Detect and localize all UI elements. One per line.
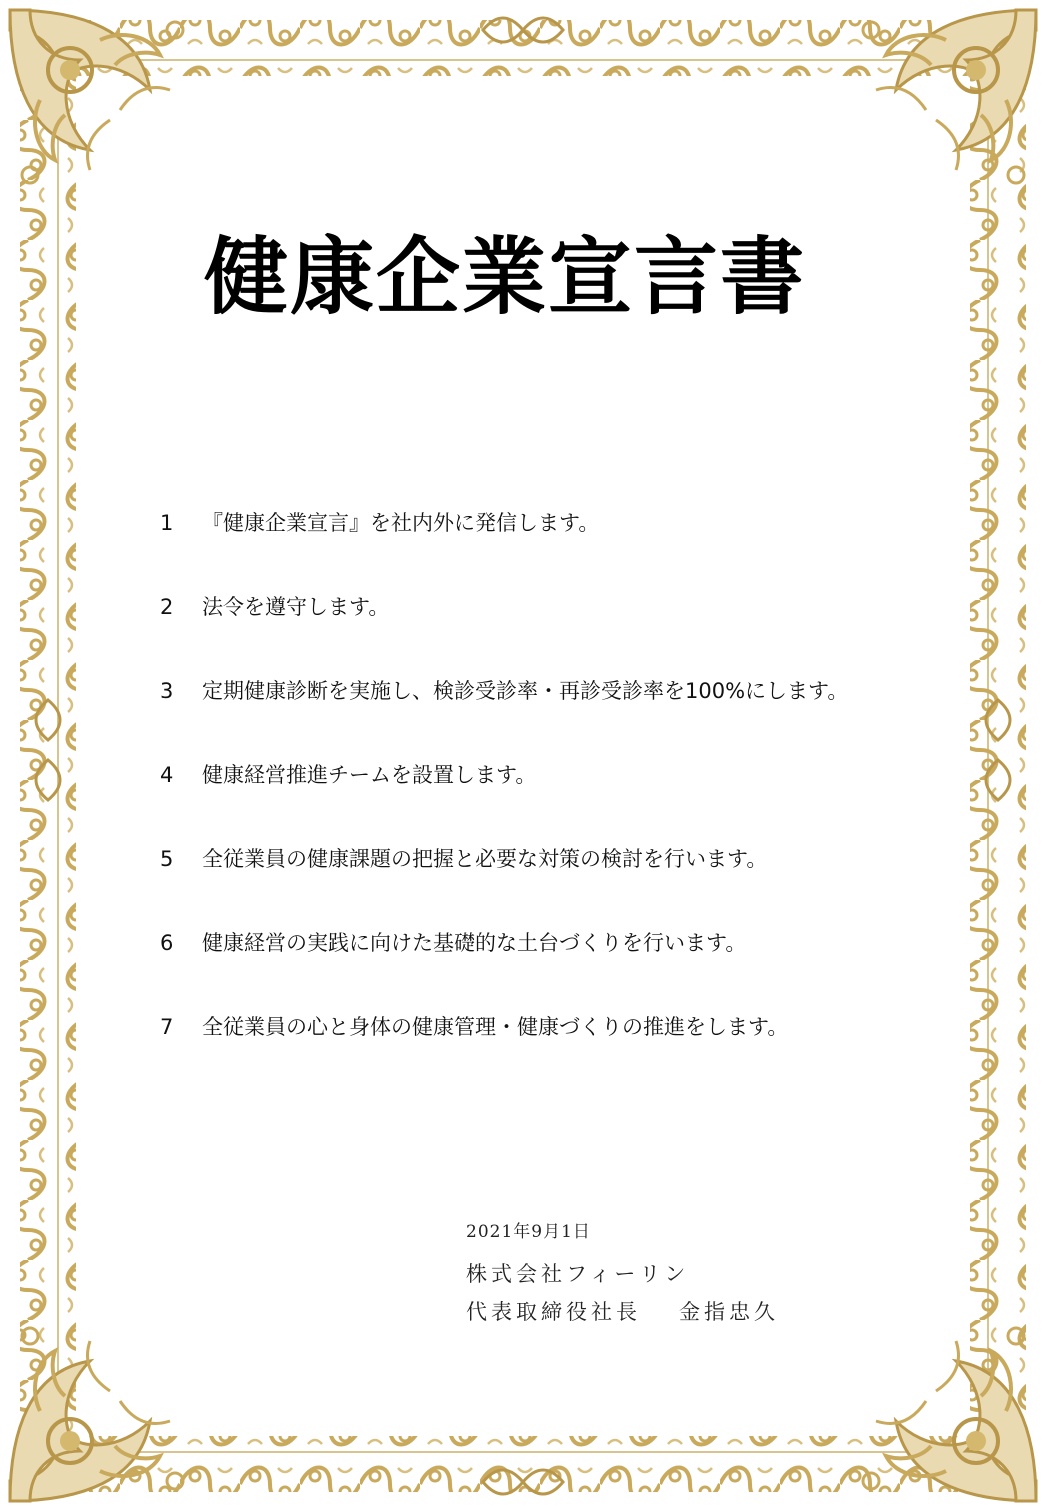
document-title: 健康企業宣言書	[203, 227, 806, 326]
item-number: 4	[160, 763, 174, 787]
item-text: 健康経営推進チームを設置します。	[202, 763, 537, 787]
item-text: 全従業員の心と身体の健康管理・健康づくりの推進をします。	[202, 1015, 789, 1039]
representative-position: 代表取締役社長	[466, 1300, 641, 1324]
declaration-list	[160, 503, 960, 1091]
item-number: 1	[160, 511, 174, 535]
declaration-item	[160, 923, 960, 1007]
declaration-item	[160, 839, 960, 923]
company-name: 株式会社フィーリン	[466, 1262, 690, 1286]
representative-line	[466, 1294, 779, 1330]
declaration-item	[160, 587, 960, 671]
declaration-item	[160, 755, 960, 839]
signature-date: 2021年9月1日	[466, 1222, 591, 1242]
item-number: 7	[160, 1015, 174, 1039]
item-text: 定期健康診断を実施し、検診受診率・再診受診率を100%にします。	[202, 679, 849, 703]
item-text: 『健康企業宣言』を社内外に発信します。	[202, 511, 600, 535]
item-number: 3	[160, 679, 174, 703]
declaration-item	[160, 671, 960, 755]
item-number: 2	[160, 595, 174, 619]
item-text: 法令を遵守します。	[202, 595, 390, 619]
declaration-item	[160, 1007, 960, 1091]
item-number: 5	[160, 847, 174, 871]
declaration-item	[160, 503, 960, 587]
item-number: 6	[160, 931, 174, 955]
representative-name: 金指忠久	[679, 1300, 779, 1324]
signature-block	[466, 1218, 779, 1330]
item-text: 全従業員の健康課題の把握と必要な対策の検討を行います。	[202, 847, 768, 871]
item-text: 健康経営の実践に向けた基礎的な土台づくりを行います。	[202, 931, 747, 955]
